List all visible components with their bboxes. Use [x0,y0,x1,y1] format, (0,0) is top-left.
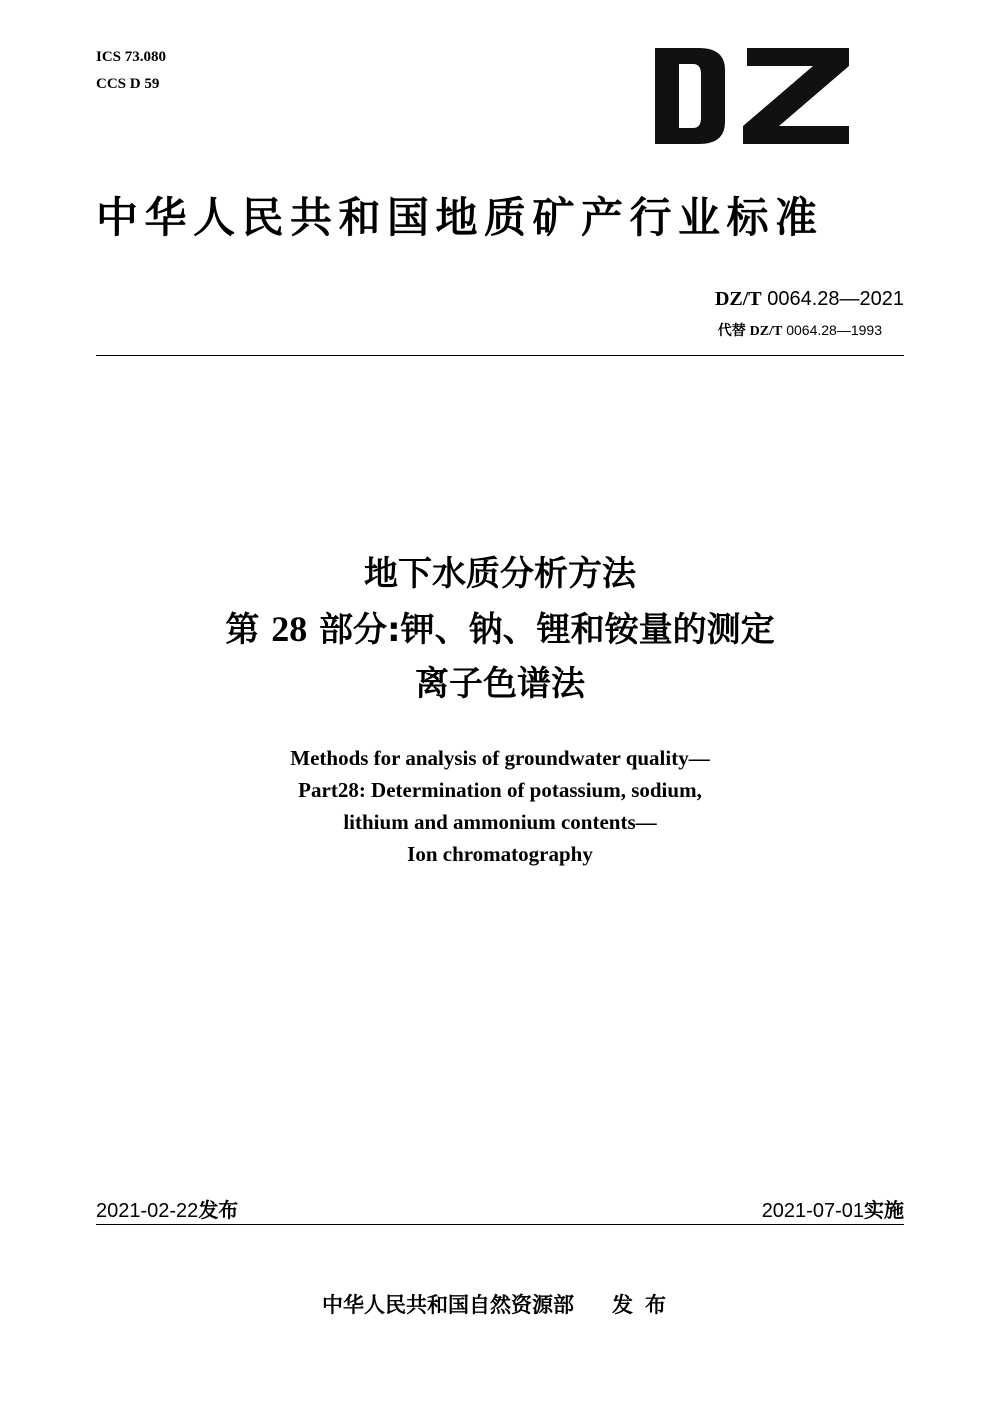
title-en-line3: lithium and ammonium contents— [343,810,657,834]
ics-code: ICS 73.080 [96,49,167,65]
publisher [0,1290,1000,1320]
ccs-code: CCS D 59 [96,76,160,92]
title-en-line4: Ion chromatography [407,842,593,866]
replaces-number: 0064.28—1993 [786,322,882,338]
title-en-line1: Methods for analysis of groundwater quality— [290,746,710,770]
replaces-standard [718,320,882,342]
publisher-action: 发布 [612,1293,678,1317]
standard-number [715,286,904,312]
publisher-name: 中华人民共和国自然资源部 [322,1293,574,1317]
title-cn-line2-pre: 第 [225,610,260,650]
effective-date [762,1196,904,1225]
issue-date [96,1196,238,1225]
dz-logo [655,48,849,144]
classification-codes [96,44,166,98]
issue-label: 发布 [198,1198,239,1222]
title-cn-line2 [0,603,1000,656]
title-cn-line3: 离子色谱法 [415,664,585,704]
standard-number-value: 0064.28—2021 [767,288,904,310]
logo-letter-d [655,48,725,144]
industry-standard-title: 中华人民共和国地质矿产行业标准 [96,193,824,242]
issue-date-value: 2021-02-22 [96,1200,199,1222]
replaces-label: 代替 [717,323,746,339]
header-divider [96,355,904,356]
replaces-prefix: DZ/T [749,324,783,339]
footer-divider [96,1224,904,1225]
title-cn-line1: 地下水质分析方法 [364,554,636,594]
title-en-line2: Part28: Determination of potassium, sodium, [298,778,702,802]
title-cn-part-number: 28 [271,609,308,649]
effective-date-value: 2021-07-01 [761,1200,864,1222]
effective-label: 实施 [864,1198,904,1222]
title-cn-line2-post: 部分:钾、钠、锂和铵量的测定 [319,610,775,650]
logo-letter-z [743,48,849,144]
standard-prefix: DZ/T [714,288,762,310]
